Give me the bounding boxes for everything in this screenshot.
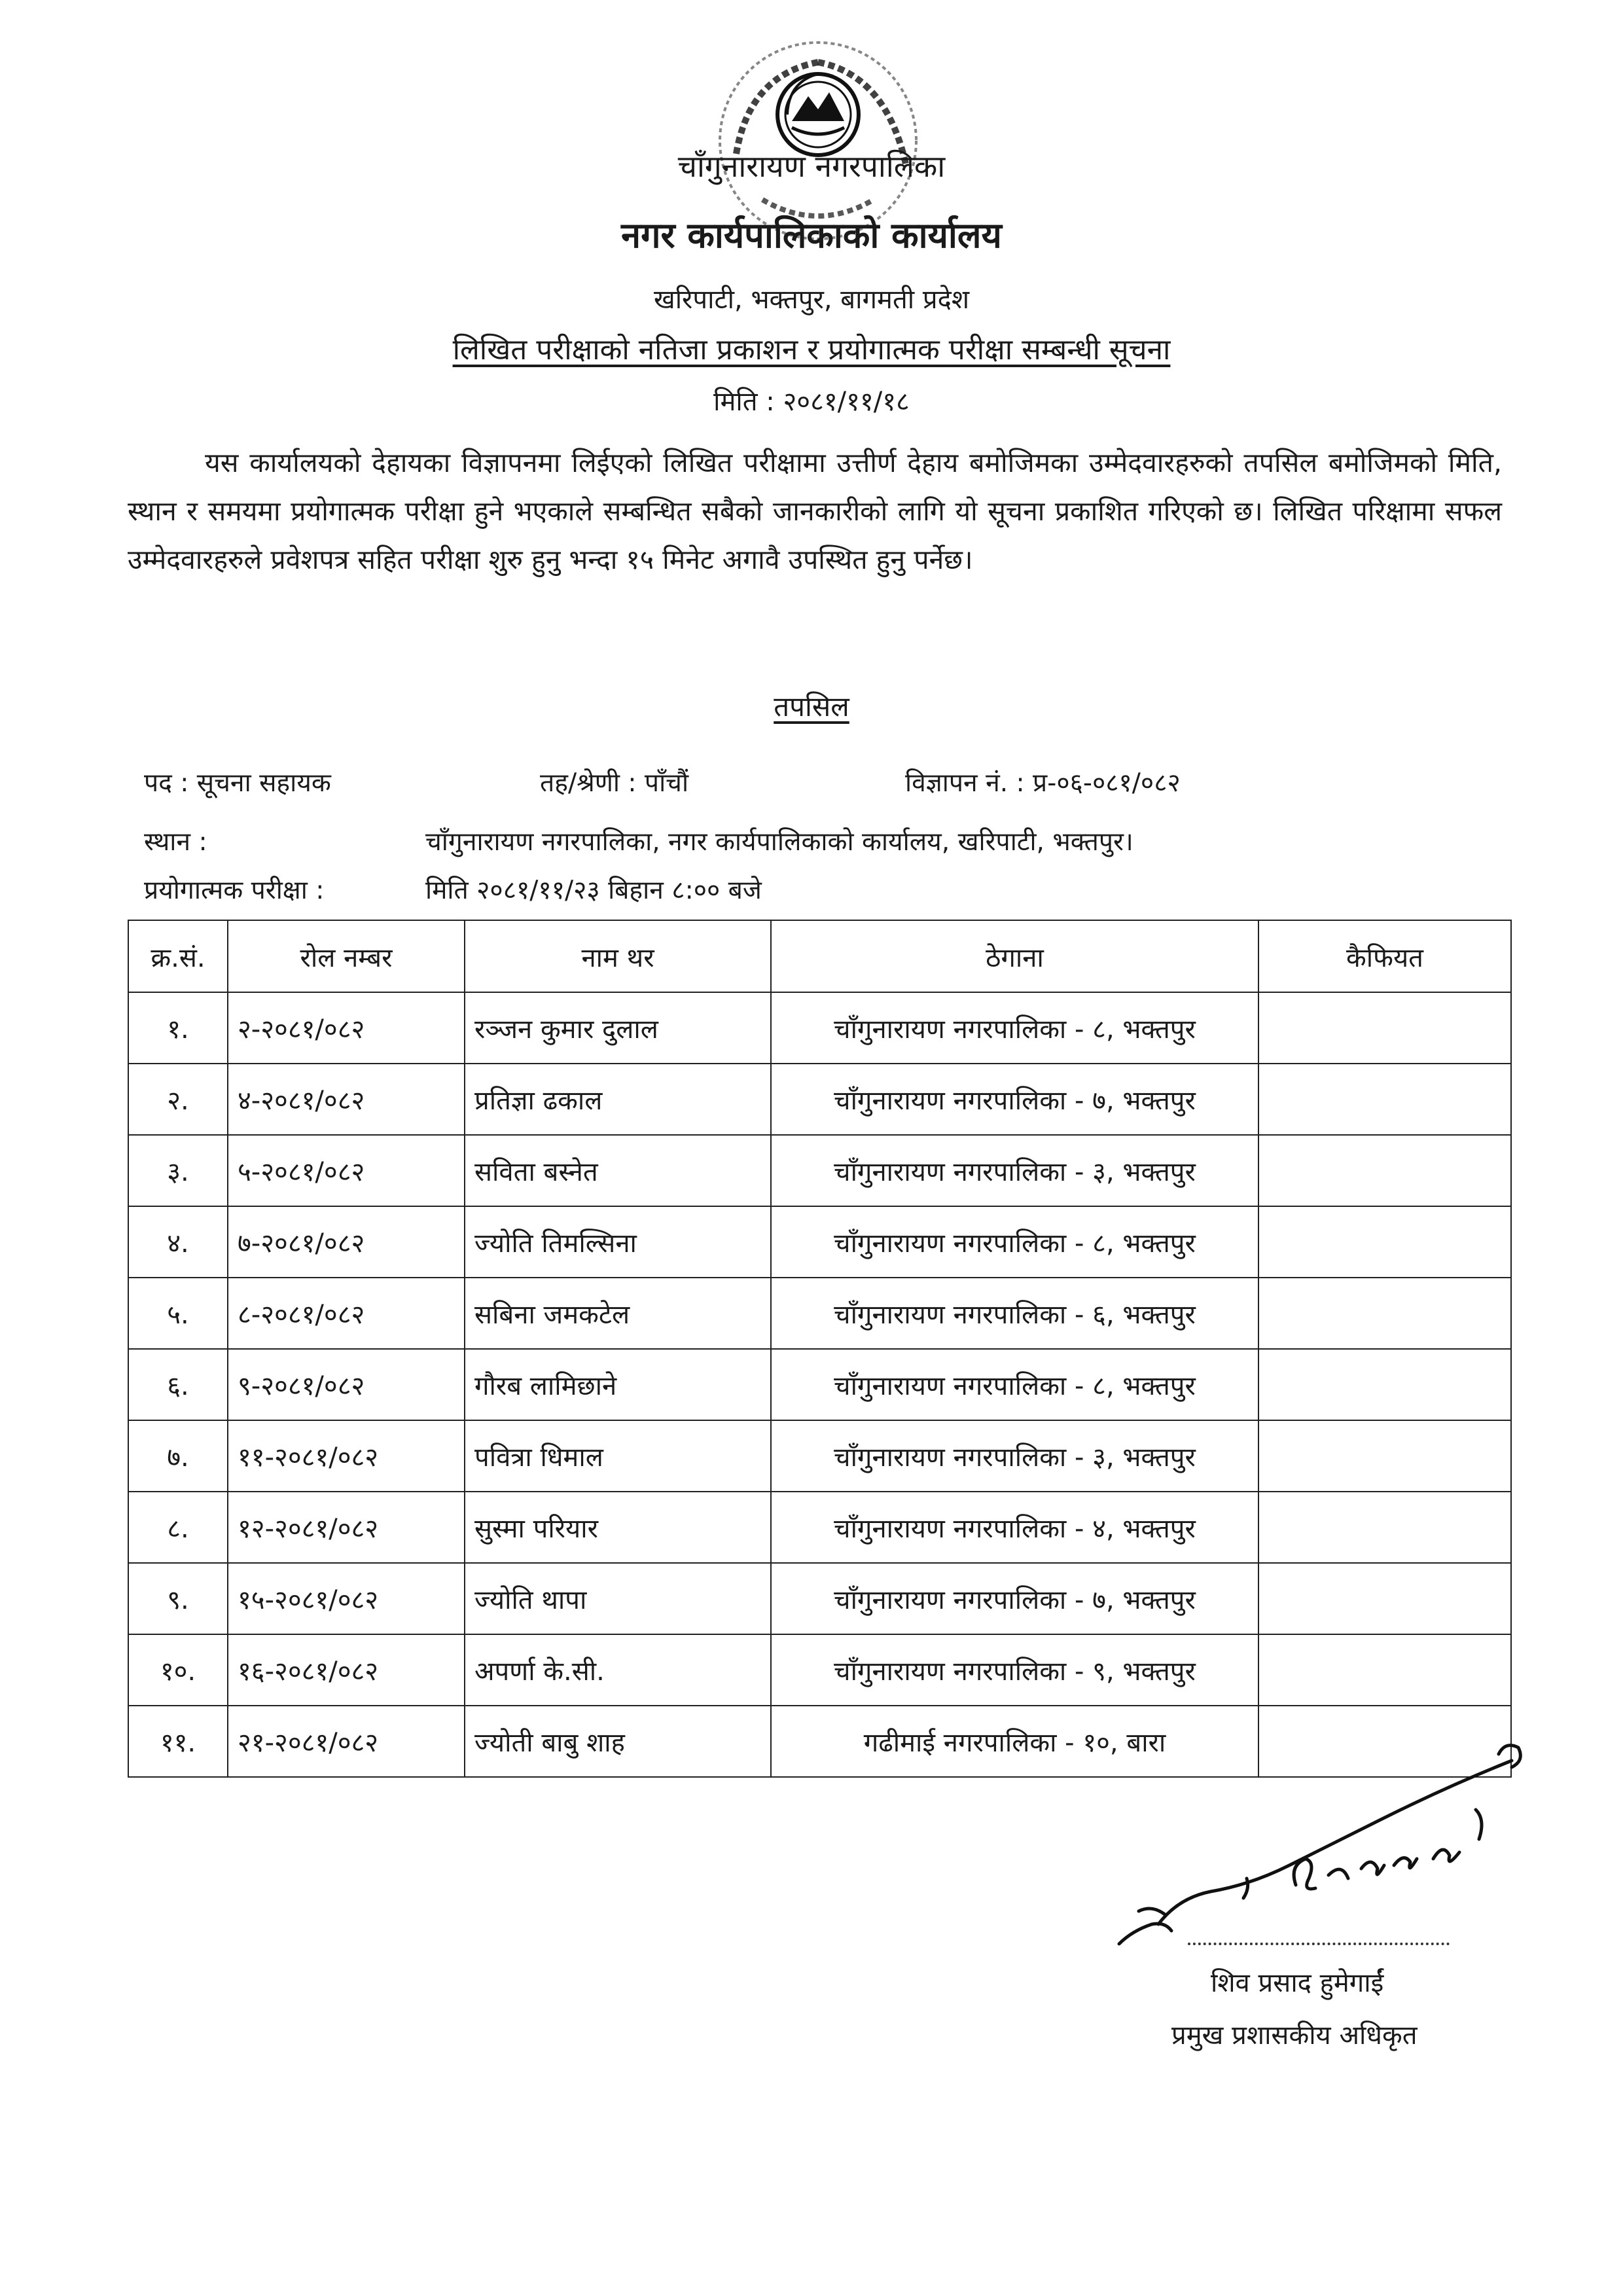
header-remarks: कैफियत (1258, 920, 1511, 992)
venue-label: स्थान : (144, 827, 207, 857)
header-name: नाम थर (465, 920, 771, 992)
table-row (128, 1135, 1511, 1206)
table-row (128, 1563, 1511, 1634)
notice-title-text: लिखित परीक्षाको नतिजा प्रकाशन र प्रयोगात्मक परीक्षा सम्बन्धी सूचना (452, 333, 1171, 367)
cell-serial: १०. (128, 1634, 228, 1706)
cell-roll-number: ८-२०८१/०८२ (228, 1278, 465, 1349)
table-row (128, 992, 1511, 1064)
table-row (128, 1634, 1511, 1706)
cell-serial: ६. (128, 1349, 228, 1420)
table-row (128, 1206, 1511, 1278)
cell-name: ज्योती बाबु शाह (465, 1706, 771, 1777)
cell-name: अपर्णा के.सी. (465, 1634, 771, 1706)
table-row (128, 1492, 1511, 1563)
cell-address: चाँगुनारायण नगरपालिका - ३, भक्तपुर (771, 1420, 1258, 1492)
cell-remarks (1258, 992, 1511, 1064)
cell-remarks (1258, 1492, 1511, 1563)
practical-exam-label: प्रयोगात्मक परीक्षा : (144, 876, 325, 905)
cell-roll-number: २-२०८१/०८२ (228, 992, 465, 1064)
cell-remarks (1258, 1563, 1511, 1634)
cell-address: चाँगुनारायण नगरपालिका - ८, भक्तपुर (771, 1349, 1258, 1420)
cell-serial: ८. (128, 1492, 228, 1563)
header-roll-number: रोल नम्बर (228, 920, 465, 992)
cell-remarks (1258, 1634, 1511, 1706)
table-row (128, 1420, 1511, 1492)
cell-roll-number: २१-२०८१/०८२ (228, 1706, 465, 1777)
header-address: ठेगाना (771, 920, 1258, 992)
practical-exam-schedule: मिति २०८१/११/२३ बिहान ८:०० बजे (425, 876, 762, 905)
notice-date: मिति : २०८१/११/१८ (713, 387, 910, 417)
cell-name: सबिना जमकटेल (465, 1278, 771, 1349)
notice-body: यस कार्यालयको देहायका विज्ञापनमा लिईएको लिखित परीक्षामा उत्तीर्ण देहाय बमोजिमका उम्मेदवारहरुको तपसिल बमोजिमको मिति, स्थान र समयमा प्रयोगात्मक परीक्षा हुने भएकाले सम्बन्धित सबैको जानकारीको लागि यो सूचना प्रकाशित गरिएको छ। लिखित परिक्षामा सफल उम्मेदवारहरुले प्रवेशपत्र सहित परीक्षा शुरु हुनु भन्दा १५ मिनेट अगावै उपस्थित हुनु पर्नेछ। (128, 447, 1502, 575)
notice-title (0, 329, 1623, 368)
cell-serial: ५. (128, 1278, 228, 1349)
cell-remarks (1258, 1135, 1511, 1206)
cell-address: चाँगुनारायण नगरपालिका - ९, भक्तपुर (771, 1634, 1258, 1706)
cell-address: चाँगुनारायण नगरपालिका - ८, भक्तपुर (771, 1206, 1258, 1278)
table-header-row (128, 920, 1511, 992)
cell-address: चाँगुनारायण नगरपालिका - ६, भक्तपुर (771, 1278, 1258, 1349)
cell-serial: २. (128, 1064, 228, 1135)
cell-roll-number: ९-२०८१/०८२ (228, 1349, 465, 1420)
table-row (128, 1349, 1511, 1420)
cell-name: सविता बस्नेत (465, 1135, 771, 1206)
cell-name: ज्योति तिमल्सिना (465, 1206, 771, 1278)
cell-serial: १. (128, 992, 228, 1064)
signatory-name: शिव प्रसाद हुमेगाईं (1211, 1968, 1384, 1998)
cell-address: चाँगुनारायण नगरपालिका - ७, भक्तपुर (771, 1563, 1258, 1634)
level-label: तह/श्रेणी : पाँचौं (540, 768, 689, 798)
table-row (128, 1064, 1511, 1135)
cell-remarks (1258, 1420, 1511, 1492)
cell-address: चाँगुनारायण नगरपालिका - ७, भक्तपुर (771, 1064, 1258, 1135)
cell-roll-number: ४-२०८१/०८२ (228, 1064, 465, 1135)
cell-serial: ४. (128, 1206, 228, 1278)
tapasil-heading (0, 687, 1623, 725)
cell-roll-number: ५-२०८१/०८२ (228, 1135, 465, 1206)
candidate-table (128, 920, 1512, 1778)
candidate-table-body (128, 992, 1511, 1777)
venue-value: चाँगुनारायण नगरपालिका, नगर कार्यपालिकाको कार्यालय, खरिपाटी, भक्तपुर। (425, 827, 1133, 857)
signatory-title: प्रमुख प्रशासकीय अधिकृत (1171, 2020, 1418, 2051)
cell-roll-number: १२-२०८१/०८२ (228, 1492, 465, 1563)
handwritten-signature (1080, 1728, 1551, 1964)
cell-name: सुस्मा परियार (465, 1492, 771, 1563)
cell-name: पवित्रा धिमाल (465, 1420, 771, 1492)
cell-serial: ११. (128, 1706, 228, 1777)
table-row (128, 1278, 1511, 1349)
cell-address: चाँगुनारायण नगरपालिका - ८, भक्तपुर (771, 992, 1258, 1064)
org-address: खरिपाटी, भक्तपुर, बागमती प्रदेश (653, 285, 970, 315)
header-serial: क्र.सं. (128, 920, 228, 992)
cell-roll-number: ११-२०८१/०८२ (228, 1420, 465, 1492)
cell-serial: ३. (128, 1135, 228, 1206)
tapasil-heading-text: तपसिल (774, 691, 849, 723)
cell-roll-number: १५-२०८१/०८२ (228, 1563, 465, 1634)
cell-name: गौरब लामिछाने (465, 1349, 771, 1420)
signature-line (1188, 1943, 1450, 1945)
cell-name: रञ्जन कुमार दुलाल (465, 992, 771, 1064)
cell-address: गढीमाई नगरपालिका - १०, बारा (771, 1706, 1258, 1777)
cell-serial: ९. (128, 1563, 228, 1634)
cell-remarks (1258, 1206, 1511, 1278)
advertisement-number: विज्ञापन नं. : प्र-०६-०८१/०८२ (905, 768, 1181, 798)
cell-remarks (1258, 1349, 1511, 1420)
post-label: पद : सूचना सहायक (144, 768, 331, 798)
cell-roll-number: ७-२०८१/०८२ (228, 1206, 465, 1278)
cell-address: चाँगुनारायण नगरपालिका - ४, भक्तपुर (771, 1492, 1258, 1563)
cell-remarks (1258, 1278, 1511, 1349)
cell-remarks (1258, 1064, 1511, 1135)
cell-name: ज्योति थापा (465, 1563, 771, 1634)
cell-address: चाँगुनारायण नगरपालिका - ३, भक्तपुर (771, 1135, 1258, 1206)
org-name: चाँगुनारायण नगरपालिका (677, 149, 946, 184)
cell-serial: ७. (128, 1420, 228, 1492)
org-office: नगर कार्यपालिकाको कार्यालय (621, 215, 1002, 256)
cell-name: प्रतिज्ञा ढकाल (465, 1064, 771, 1135)
cell-roll-number: १६-२०८१/०८२ (228, 1634, 465, 1706)
